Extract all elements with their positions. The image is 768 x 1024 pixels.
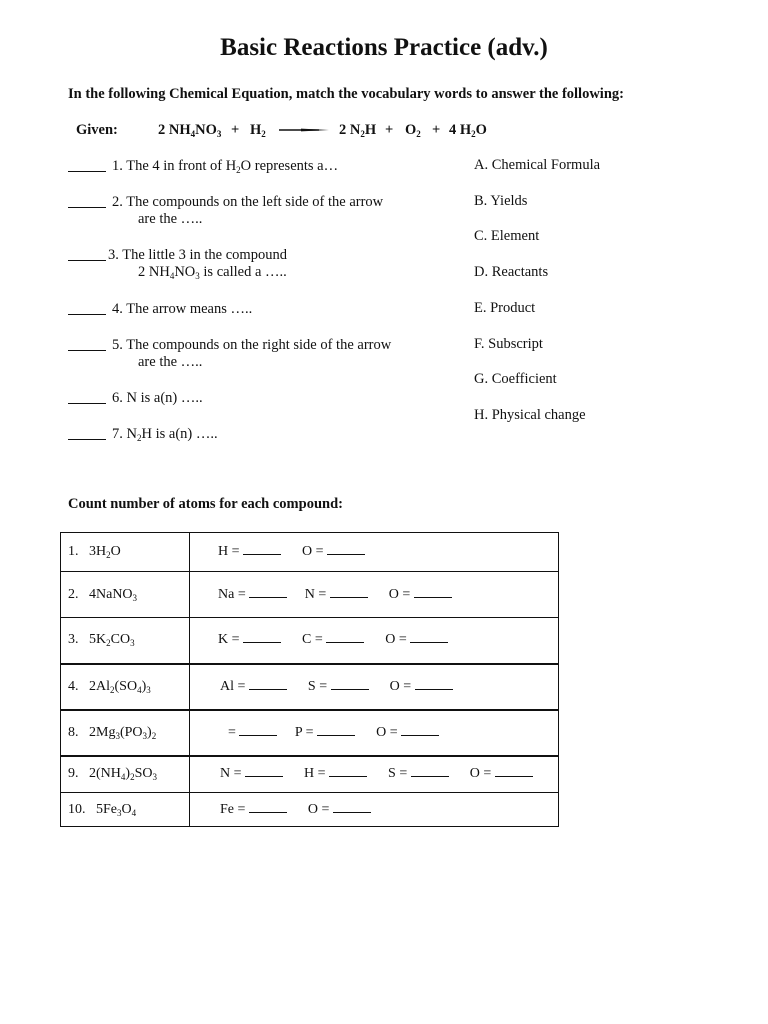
answer-blank[interactable]	[411, 766, 449, 777]
answer-blank[interactable]	[331, 679, 369, 690]
table-row	[61, 757, 558, 793]
plus-sign: +	[231, 122, 240, 138]
plus-sign: +	[385, 122, 394, 138]
question-4: 4. The arrow means …..	[112, 301, 253, 317]
compound-cell: 9. $2(NH_4)_2SO_3$	[68, 766, 157, 782]
compound-cell: 10. $5Fe_3O_4$	[68, 802, 137, 818]
answer-blank[interactable]	[495, 766, 533, 777]
answer-blank[interactable]	[243, 544, 281, 555]
answer-blank-4[interactable]	[68, 314, 106, 315]
answer-blank-2[interactable]	[68, 207, 106, 208]
plus-sign: +	[432, 122, 441, 138]
answer-blank-1[interactable]	[68, 171, 106, 172]
product-3: 4 $H_2O$	[449, 122, 487, 139]
answer-blank-3[interactable]	[68, 260, 106, 261]
answer-blank[interactable]	[329, 766, 367, 777]
answer-cell: = P = O =	[228, 725, 439, 741]
question-2: 2. The compounds on the left side of the arrow	[112, 194, 384, 210]
question-5-cont: are the …..	[138, 354, 203, 370]
answer-blank-5[interactable]	[68, 350, 106, 351]
product-2: $O_2$	[405, 122, 421, 139]
answer-blank[interactable]	[243, 632, 281, 643]
table-row	[61, 711, 558, 757]
option-h: H. Physical change	[474, 407, 586, 423]
answer-blank[interactable]	[410, 632, 448, 643]
answer-cell: Na = N = O =	[218, 587, 452, 603]
table-row	[61, 793, 558, 827]
answer-cell: N = H = S = O =	[220, 766, 533, 782]
answer-blank[interactable]	[249, 679, 287, 690]
question-1: 1. The 4 in front of $H_2O$ represents a…	[112, 158, 339, 175]
option-d: D. Reactants	[474, 264, 549, 280]
option-f: F. Subscript	[474, 336, 543, 352]
answer-blank[interactable]	[239, 725, 277, 736]
answer-blank[interactable]	[401, 725, 439, 736]
answer-blank[interactable]	[317, 725, 355, 736]
option-e: E. Product	[474, 300, 536, 316]
answer-cell: Fe = O =	[220, 802, 371, 818]
table-row	[61, 533, 558, 572]
option-c: C. Element	[474, 228, 540, 244]
table-row	[61, 618, 558, 665]
atom-count-table	[60, 532, 559, 827]
answer-blank-7[interactable]	[68, 439, 106, 440]
answer-blank[interactable]	[414, 587, 452, 598]
section-heading: Count number of atoms for each compound:	[68, 496, 343, 512]
answer-blank[interactable]	[330, 587, 368, 598]
answer-cell: H = O =	[218, 544, 365, 560]
answer-blank[interactable]	[249, 587, 287, 598]
option-g: G. Coefficient	[474, 371, 557, 387]
table-row	[61, 572, 558, 618]
question-3: 3. The little 3 in the compound	[108, 247, 287, 263]
question-7: 7. $N_2H$ is a(n) …..	[112, 426, 218, 443]
question-6: 6. N is a(n) …..	[112, 390, 203, 406]
option-a: A. Chemical Formula	[474, 157, 601, 173]
question-3-cont: 2 $NH_4NO_3$ is called a …..	[138, 264, 287, 281]
question-5: 5. The compounds on the right side of the arrow	[112, 337, 392, 353]
table-row	[61, 665, 558, 711]
answer-cell: Al = S = O =	[220, 679, 453, 695]
answer-blank[interactable]	[415, 679, 453, 690]
answer-blank[interactable]	[326, 632, 364, 643]
compound-cell: 4. $2Al_2(SO_4)_3$	[68, 679, 151, 695]
given-label: Given:	[76, 122, 118, 138]
compound-cell: 2. 4NaNO$_3$	[68, 587, 138, 603]
reactant-2: $H_2$	[250, 122, 266, 139]
answer-blank[interactable]	[327, 544, 365, 555]
reactant-1: 2 $NH_4NO_3$	[158, 122, 222, 139]
product-1: 2 $N_2H$	[339, 122, 377, 139]
answer-cell: K = C = O =	[218, 632, 448, 648]
compound-cell: 1. $3H_2O$	[68, 544, 121, 560]
compound-cell: 3. $5K_2CO_3$	[68, 632, 135, 648]
compound-cell: 8. $2Mg_3(PO_3)_2$	[68, 725, 157, 741]
answer-blank-6[interactable]	[68, 403, 106, 404]
answer-blank[interactable]	[249, 802, 287, 813]
question-2-cont: are the …..	[138, 211, 203, 227]
option-b: B. Yields	[474, 193, 528, 209]
page-title: Basic Reactions Practice (adv.)	[220, 34, 548, 61]
yields-arrow-icon	[279, 127, 329, 133]
instructions: In the following Chemical Equation, match the vocabulary words to answer the following:	[68, 86, 624, 102]
answer-blank[interactable]	[333, 802, 371, 813]
answer-blank[interactable]	[245, 766, 283, 777]
